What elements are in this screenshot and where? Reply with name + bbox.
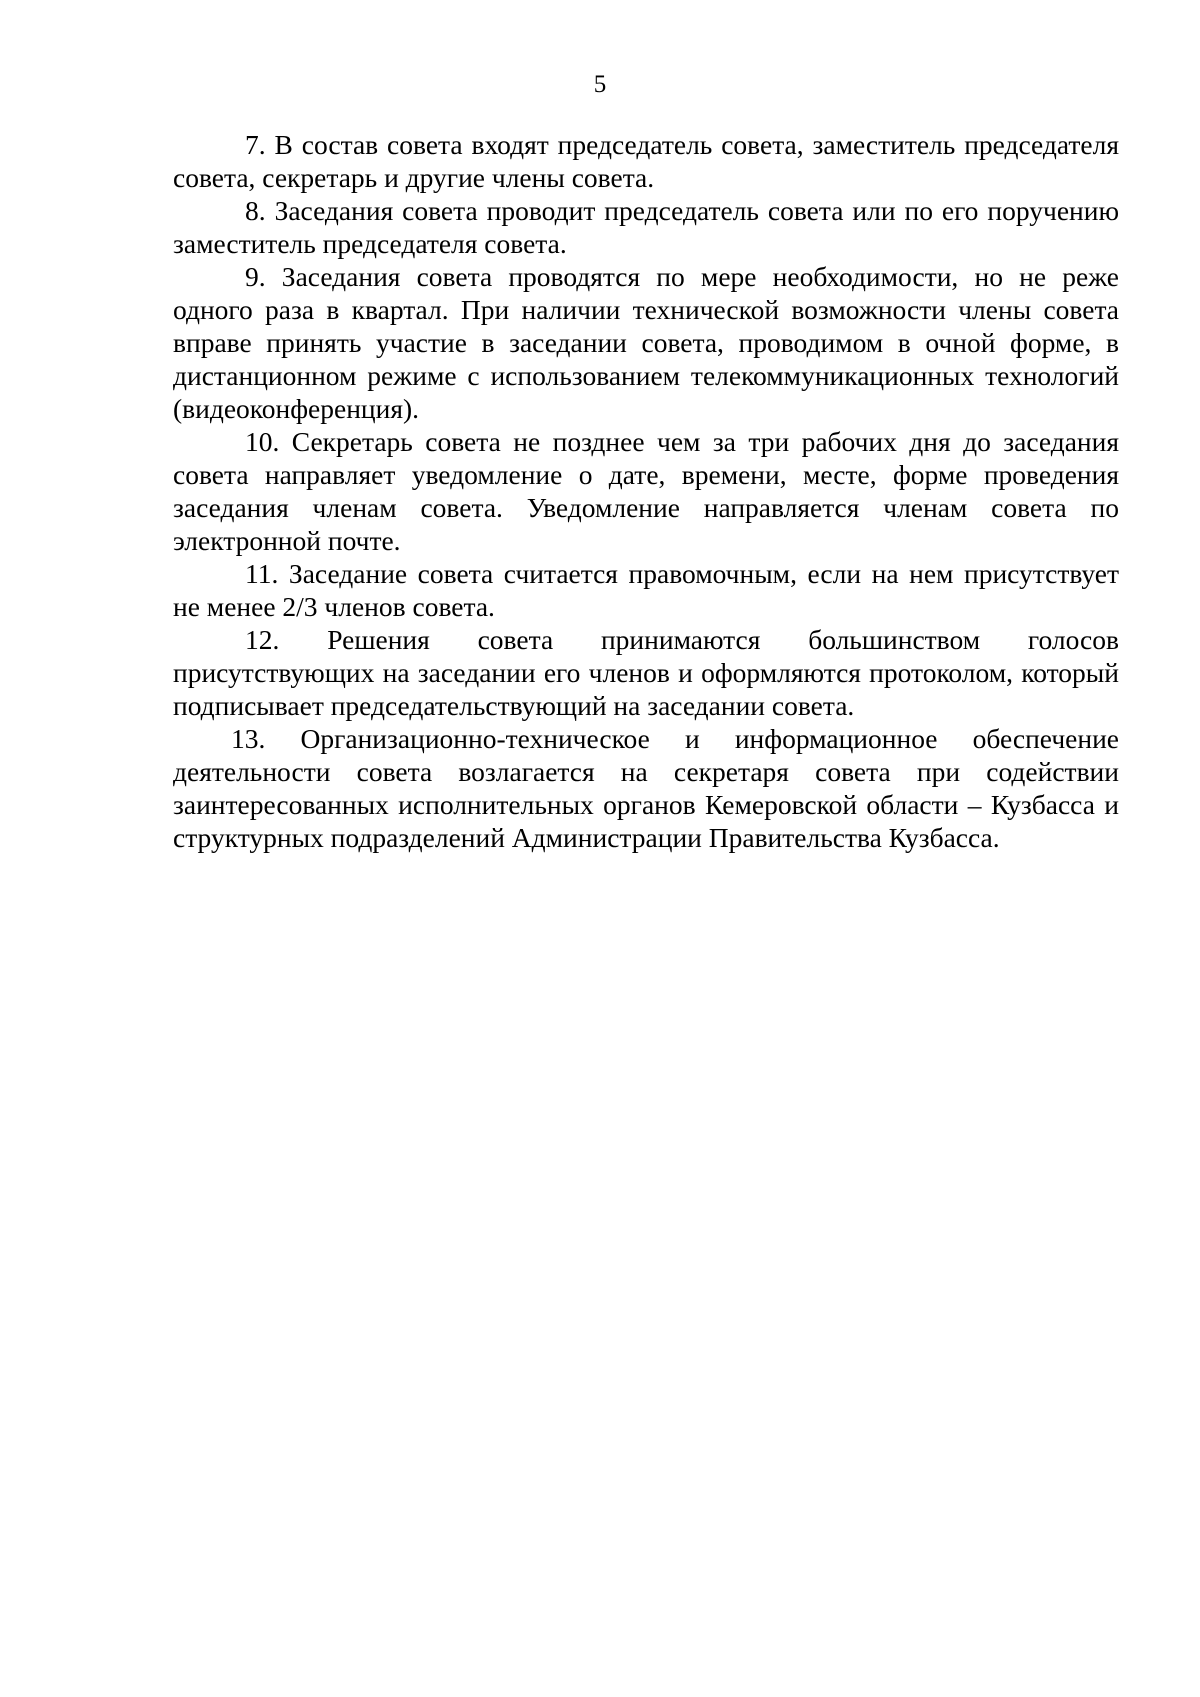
paragraph-9: 9. Заседания совета проводятся по мере необходимости, но не реже одного раза в квартал. При наличии технической возможности члены совета вправе принять участие в заседании совета, проводимом в очной форме, в дистанционном режиме с использованием телекоммуникационных технологий (видеоконференция). — [173, 261, 1119, 424]
document-body — [173, 128, 1119, 854]
paragraph-12: 12. Решения совета принимаются большинством голосов присутствующих на заседании его членов и оформляются протоколом, который подписывает председательствующий на заседании совета. — [173, 624, 1119, 721]
paragraph-11: 11. Заседание совета считается правомочным, если на нем присутствует не менее 2/3 членов совета. — [173, 558, 1119, 622]
paragraph-13: 13. Организационно-техническое и информационное обеспечение деятельности совета возлагается на секретаря совета при содействии заинтересованных исполнительных органов Кемеровской области – Кузбасса и структурных подразделений Администрации Правительства Кузбасса. — [173, 723, 1119, 853]
page-number: 5 — [593, 71, 607, 98]
paragraph-7: 7. В состав совета входят председатель совета, заместитель председателя совета, секретарь и другие члены совета. — [173, 129, 1119, 193]
paragraph-10: 10. Секретарь совета не позднее чем за три рабочих дня до заседания совета направляет уведомление о дате, времени, месте, форме проведения заседания членам совета. Уведомление направляется членам совета по электронной почте. — [173, 426, 1119, 556]
paragraph-8: 8. Заседания совета проводит председатель совета или по его поручению заместитель председателя совета. — [173, 195, 1119, 259]
